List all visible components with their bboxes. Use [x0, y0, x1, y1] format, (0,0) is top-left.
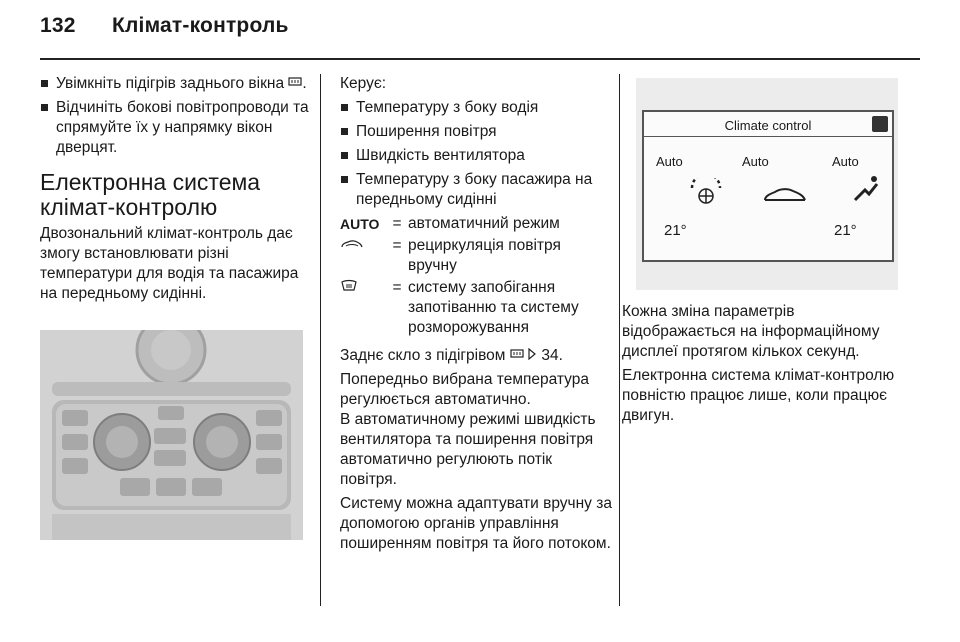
definition-row: = систему запобігання запотіванню та систему розморожування: [340, 278, 612, 338]
definition-list: [340, 214, 612, 338]
seat-airflow-icon: [852, 174, 882, 211]
column-right: [622, 302, 902, 430]
paragraph: Попередньо вибрана температура регулюється автоматично.: [340, 371, 589, 408]
page-header: [40, 14, 289, 38]
column-divider: [320, 74, 321, 606]
column-divider: [619, 74, 620, 606]
section-heading: Електронна система клімат-контролю: [40, 169, 261, 220]
list-item: Температуру з боку пасажира на передньому сидінні: [340, 170, 612, 210]
paragraph: Систему можна адаптувати вручну за допомогою органів управління поширенням повітря та його потоком.: [340, 495, 612, 552]
list-item: Увімкніть підігрів заднього вікна .: [40, 74, 310, 94]
car-recirculation-icon: [340, 236, 386, 276]
column-left: [40, 74, 310, 308]
settings-icon: [872, 116, 888, 132]
definition-row: AUTO = автоматичний режим: [340, 215, 560, 232]
display-auto-right: Auto: [832, 154, 859, 169]
fan-icon: [688, 178, 724, 213]
list-item: Відчиніть бокові повітропроводи та спрямуйте їх у напрямку вікон дверцят.: [40, 98, 310, 158]
section-paragraph: Двозональний клімат-контроль дає змогу встановлювати різні температури для водія та пасажира на передньому сидінні.: [40, 225, 299, 302]
car-airflow-icon: [762, 184, 810, 211]
temp-left: 21°: [664, 222, 687, 239]
list-item: Поширення повітря: [340, 122, 612, 142]
rear-defrost-icon: [510, 346, 524, 366]
display-auto-center: Auto: [742, 154, 769, 169]
page-reference-arrow-icon: [528, 346, 537, 366]
display-auto-left: Auto: [656, 154, 683, 169]
rear-defrost-icon: [288, 74, 302, 94]
display-title: Climate control: [724, 118, 812, 133]
climate-display-illustration: [636, 78, 898, 290]
paragraph: Кожна зміна параметрів відображається на інформаційному дисплеї протягом кількох секунд.: [622, 303, 880, 360]
list-item: Температуру з боку водія: [340, 98, 612, 118]
paragraph: В автоматичному режимі швидкість вентилятора та поширення повітря автоматично регулюють потік повітря.: [340, 411, 596, 488]
temp-right: 21°: [834, 222, 857, 239]
column-middle: [340, 74, 612, 558]
list-item: Швидкість вентилятора: [340, 146, 612, 166]
paragraph: Заднє скло з підігрівом 34.: [340, 347, 563, 364]
intro-text: Керує:: [340, 75, 387, 92]
header-rule: [40, 58, 920, 60]
definition-row: = рециркуляція повітря вручну: [340, 236, 612, 276]
page-title: Клімат-контроль: [112, 14, 289, 37]
paragraph: Електронна система клімат-контролю повністю працює лише, коли працює двигун.: [622, 367, 895, 424]
windscreen-defog-icon: [340, 278, 386, 338]
page-number: 132: [40, 14, 76, 37]
auto-label: AUTO: [340, 216, 380, 232]
display-frame: [642, 110, 894, 262]
climate-panel-photo: [40, 330, 303, 540]
